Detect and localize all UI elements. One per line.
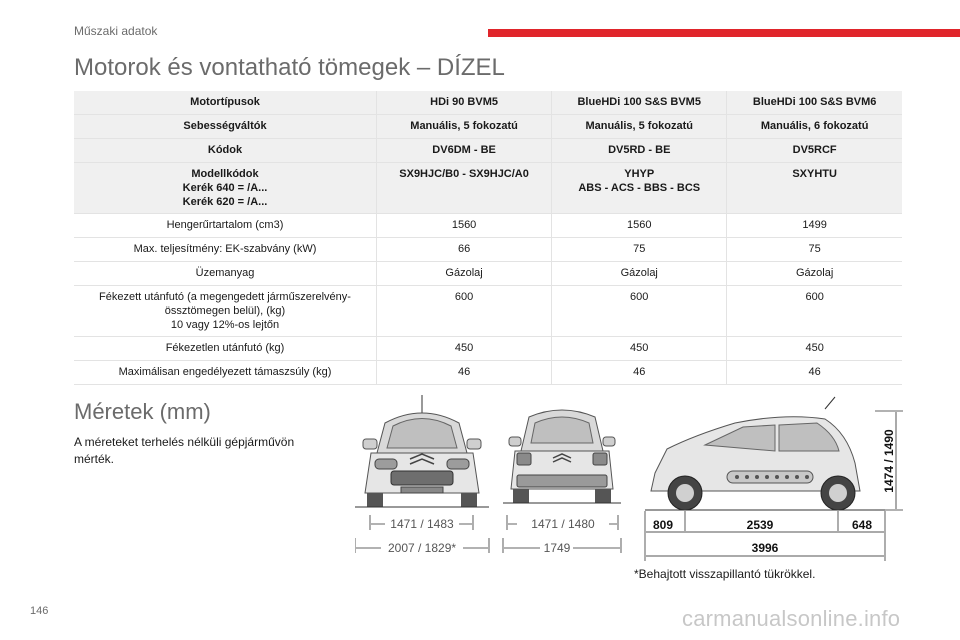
- table-cell: BlueHDi 100 S&S BVM6: [727, 91, 902, 115]
- table-row: [74, 286, 902, 337]
- table-row: [74, 139, 902, 163]
- table-cell: 450: [552, 337, 727, 361]
- table-cell: Gázolaj: [377, 262, 552, 286]
- front-track-width: 1471 / 1483: [390, 517, 454, 531]
- table-cell: Üzemanyag: [74, 262, 377, 286]
- table-cell: [74, 163, 377, 214]
- cell-line: Kerék 640 = /A...: [182, 182, 268, 194]
- dimensions-footnote: *Behajtott visszapillantó tükrökkel.: [634, 567, 816, 581]
- table-row: [74, 163, 902, 214]
- table-row: [74, 115, 902, 139]
- watermark-text: carmanualsonline.info: [682, 606, 901, 631]
- table-cell: 46: [727, 361, 902, 385]
- page-title: Motorok és vontatható tömegek – DÍZEL: [74, 54, 505, 81]
- vehicle-height: 1474 / 1490: [882, 429, 896, 493]
- header-accent-bar: [488, 29, 960, 37]
- table-cell: 600: [552, 286, 727, 337]
- table-cell: 75: [727, 238, 902, 262]
- table-cell: BlueHDi 100 S&S BVM5: [552, 91, 727, 115]
- table-cell: Max. teljesítmény: EK-szabvány (kW): [74, 238, 377, 262]
- table-cell: Hengerűrtartalom (cm3): [74, 214, 377, 238]
- table-cell: 1560: [377, 214, 552, 238]
- table-cell: [552, 163, 727, 214]
- overall-length: 3996: [751, 541, 779, 555]
- table-row: [74, 214, 902, 238]
- table-row: [74, 337, 902, 361]
- table-cell: Gázolaj: [552, 262, 727, 286]
- rear-overhang: 648: [851, 518, 873, 532]
- cell-line: Fékezett utánfutó (a megengedett járműszerelvény-: [99, 291, 351, 303]
- cell-line: YHYP: [624, 168, 655, 180]
- table-cell: DV5RCF: [727, 139, 902, 163]
- table-cell: DV6DM - BE: [377, 139, 552, 163]
- table-cell: 46: [552, 361, 727, 385]
- table-row: [74, 238, 902, 262]
- table-cell: SXYHTU: [727, 163, 902, 214]
- table-cell: SX9HJC/B0 - SX9HJC/A0: [377, 163, 552, 214]
- table-cell: HDi 90 BVM5: [377, 91, 552, 115]
- table-row: [74, 361, 902, 385]
- table-cell: Maximálisan engedélyezett támaszsúly (kg): [74, 361, 377, 385]
- front-mirror-width: 2007 / 1829*: [387, 541, 457, 555]
- rear-track-width: 1471 / 1480: [531, 517, 595, 531]
- table-cell: Motortípusok: [74, 91, 377, 115]
- section-label: Műszaki adatok: [74, 24, 158, 38]
- table-cell: 66: [377, 238, 552, 262]
- table-cell: 600: [727, 286, 902, 337]
- front-overhang: 809: [652, 518, 674, 532]
- table-cell: 1560: [552, 214, 727, 238]
- cell-line: Modellkódok: [191, 168, 259, 180]
- table-cell: Manuális, 5 fokozatú: [377, 115, 552, 139]
- table-cell: DV5RD - BE: [552, 139, 727, 163]
- table-row: [74, 262, 902, 286]
- table-cell: Manuális, 5 fokozatú: [552, 115, 727, 139]
- wheelbase: 2539: [746, 518, 774, 532]
- rear-view-illustration: [503, 410, 621, 503]
- table-cell: 1499: [727, 214, 902, 238]
- engine-specs-table: [74, 91, 902, 385]
- table-cell: 450: [377, 337, 552, 361]
- table-cell: 450: [727, 337, 902, 361]
- rear-overall-width: 1749: [543, 541, 571, 555]
- dimensions-title: Méretek (mm): [74, 399, 211, 424]
- table-cell: Kódok: [74, 139, 377, 163]
- table-cell: 600: [377, 286, 552, 337]
- table-cell: 75: [552, 238, 727, 262]
- cell-line: 10 vagy 12%-os lejtőn: [170, 319, 280, 331]
- table-cell: Sebességváltók: [74, 115, 377, 139]
- table-cell: Manuális, 6 fokozatú: [727, 115, 902, 139]
- table-cell: Gázolaj: [727, 262, 902, 286]
- car-dimensions-diagram: [355, 393, 915, 563]
- page-number: 146: [30, 605, 49, 617]
- cell-line: ABS - ACS - BBS - BCS: [578, 182, 701, 194]
- cell-line: össztömegen belül), (kg): [164, 305, 286, 317]
- table-cell: [74, 286, 377, 337]
- cell-line: Kerék 620 = /A...: [182, 196, 268, 208]
- table-cell: Fékezetlen utánfutó (kg): [74, 337, 377, 361]
- dimensions-description: A méreteket terhelés nélküli gépjárművön mérték.: [74, 435, 295, 466]
- front-view-illustration: [355, 395, 489, 507]
- table-row: [74, 91, 902, 115]
- table-cell: 46: [377, 361, 552, 385]
- side-view-illustration: [645, 397, 885, 510]
